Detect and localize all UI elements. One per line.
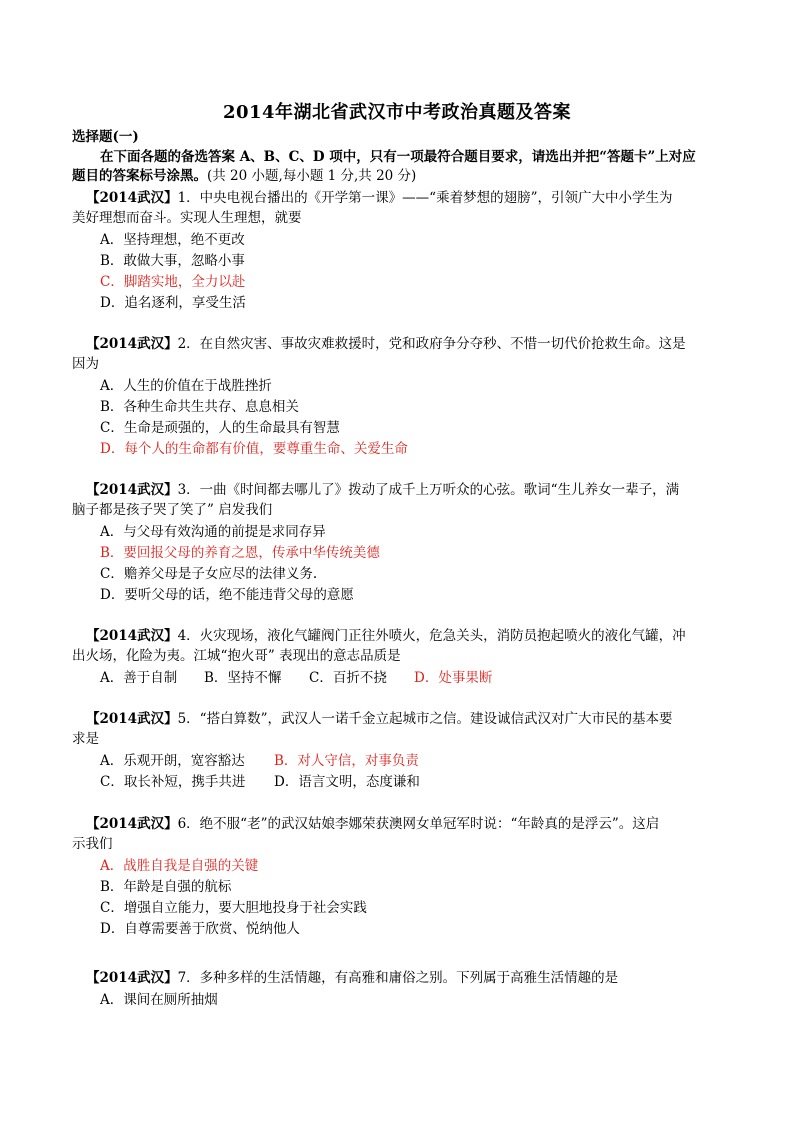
question-7-stem-line-1	[86, 968, 618, 988]
question-3-option-b-answer: B．要回报父母的养育之恩，传承中华传统美德	[100, 545, 380, 561]
question-text: 绝不服“老”的武汉姑娘李娜荣获澳网女单冠军时说：“年龄真的是浮云”。这启	[199, 816, 660, 832]
question-text: “搭白算数”，武汉人一诺千金立起城市之信。建设诚信武汉对广大市民的基本要	[199, 711, 673, 727]
question-5-stem-line-1	[86, 709, 672, 729]
question-3-stem-line-2: 脑子都是孩子哭了笑了” 启发我们	[72, 502, 273, 518]
question-tag: 【2014武汉】	[86, 711, 178, 727]
question-1-stem-line-2: 美好理想而奋斗。实现人生理想，就要	[72, 210, 302, 226]
question-number: 1．	[177, 190, 200, 206]
question-1-stem-line-1	[86, 188, 672, 208]
question-tag: 【2014武汉】	[86, 628, 178, 644]
question-2-option-b: B．各种生命共生共存、息息相关	[100, 399, 299, 415]
question-number: 4．	[177, 628, 200, 644]
question-7-option-a: A．课间在厕所抽烟	[100, 992, 218, 1008]
question-6-option-c: C．增强自立能力，要大胆地投身于社会实践	[100, 900, 367, 916]
question-tag: 【2014武汉】	[86, 816, 178, 832]
page-title: 2014年湖北省武汉市中考政治真题及答案	[222, 102, 572, 123]
question-2-option-a: A．人生的价值在于战胜挫折	[100, 378, 272, 394]
question-number: 3．	[177, 482, 200, 498]
question-4-option-c: C．百折不挠	[309, 670, 387, 686]
question-tag: 【2014武汉】	[86, 970, 178, 986]
question-4-option-b: B．坚持不懈	[204, 670, 282, 686]
question-number: 6．	[177, 816, 200, 832]
question-1-option-a: A．坚持理想，绝不更改	[100, 232, 245, 248]
question-text: 一曲《时间都去哪儿了》拨动了成千上万听众的心弦。歌词“生儿养女一辈子，满	[199, 482, 680, 498]
question-2-stem-line-2: 因为	[72, 356, 99, 372]
question-text: 中央电视台播出的《开学第一课》——“乘着梦想的翅膀”，引领广大中小学生为	[199, 190, 673, 206]
question-2-option-d-answer: D．每个人的生命都有价值，要尊重生命、关爱生命	[100, 441, 408, 457]
question-3-stem-line-1	[86, 480, 679, 500]
question-1-option-d: D．追名逐利，享受生活	[100, 295, 246, 311]
question-6-option-a-answer: A．战胜自我是自强的关键	[100, 858, 259, 874]
instructions-line-1: 在下面各题的备选答案 A、B、C、D 项中，只有一项最符合题目要求，请选出并把“答题卡”上对应	[100, 149, 696, 165]
question-4-stem-line-1	[86, 626, 686, 646]
question-1-option-c-answer: C．脚踏实地，全力以赴	[100, 274, 246, 290]
question-4-option-d-answer: D．处事果断	[414, 670, 493, 686]
question-tag: 【2014武汉】	[86, 336, 178, 352]
question-6-option-d: D．自尊需要善于欣赏、悦纳他人	[100, 921, 300, 937]
question-4-stem-line-2: 出火场，化险为夷。江城“抱火哥” 表现出的意志品质是	[72, 648, 401, 664]
section-heading: 选择题(一)	[72, 129, 139, 145]
question-text: 多种多样的生活情趣，有高雅和庸俗之别。下列属于高雅生活情趣的是	[199, 970, 619, 986]
question-3-option-a: A．与父母有效沟通的前提是求同存异	[100, 524, 326, 540]
question-number: 2．	[177, 336, 200, 352]
question-5-option-a: A．乐观开朗，宽容豁达	[100, 753, 245, 769]
question-5-option-d: D．语言文明，态度谦和	[274, 774, 420, 790]
question-text: 在自然灾害、事故灾难救援时，党和政府争分夺秒、不惜一切代价抢救生命。这是	[199, 336, 686, 352]
question-5-option-b-answer: B．对人守信，对事负责	[274, 753, 419, 769]
question-tag: 【2014武汉】	[86, 482, 178, 498]
question-1-option-b: B．敢做大事，忽略小事	[100, 253, 245, 269]
question-2-stem-line-1	[86, 334, 686, 354]
question-number: 7．	[177, 970, 200, 986]
question-tag: 【2014武汉】	[86, 190, 178, 206]
question-text: 火灾现场，液化气罐阀门正往外喷火，危急关头，消防员抱起喷火的液化气罐，冲	[199, 628, 686, 644]
question-6-stem-line-2: 示我们	[72, 836, 113, 852]
instructions-note: (共 20 小题,每小题 1 分,共 20 分)	[207, 168, 417, 184]
instructions-line-2	[72, 166, 416, 186]
question-6-stem-line-1	[86, 814, 659, 834]
instructions-bold: 题目的答案标号涂黑。	[72, 168, 207, 184]
question-6-option-b: B．年龄是自强的航标	[100, 879, 232, 895]
question-2-option-c: C．生命是顽强的，人的生命最具有智慧	[100, 420, 340, 436]
question-3-option-c: C．赡养父母是子女应尽的法律义务.	[100, 566, 318, 582]
question-number: 5．	[177, 711, 200, 727]
question-5-stem-line-2: 求是	[72, 731, 99, 747]
question-4-option-a: A．善于自制	[100, 670, 178, 686]
question-5-option-c: C．取长补短，携手共进	[100, 774, 246, 790]
question-3-option-d: D．要听父母的话，绝不能违背父母的意愿	[100, 587, 354, 603]
